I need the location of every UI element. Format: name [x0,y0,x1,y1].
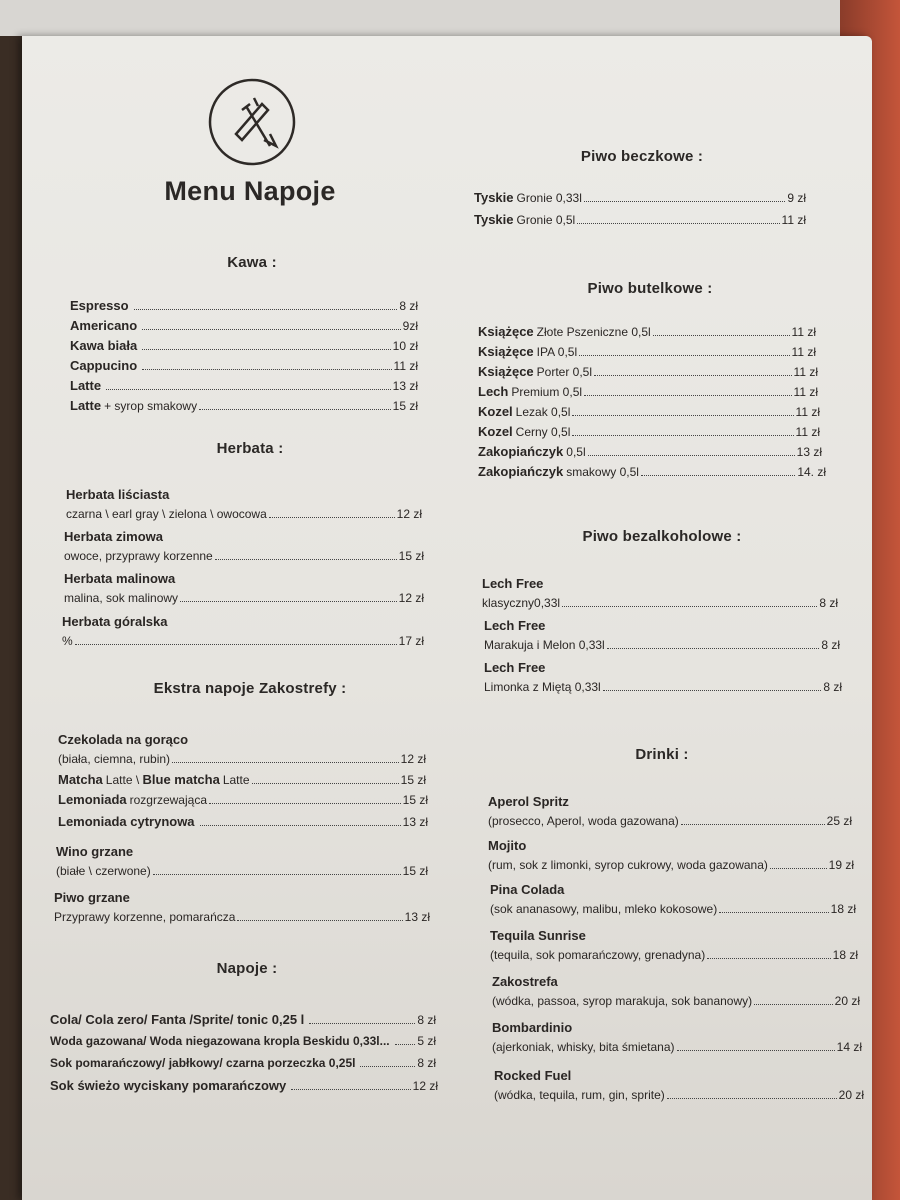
restaurant-logo-icon [206,76,298,168]
menu-item: owoce, przyprawy korzenne 15 zł [64,549,424,563]
menu-item: Cappucino 11 zł [70,358,418,373]
menu-item: Kozel Lezak 0,5l 11 zł [478,404,820,419]
menu-item: (sok ananasowy, malibu, mleko kokosowe) 18 zł [490,902,856,916]
item-title: Lech Free [482,576,544,591]
item-title: Czekolada na gorąco [58,732,189,747]
menu-item: (białe \ czerwone) 15 zł [56,864,428,878]
menu-item: (ajerkoniak, whisky, bita śmietana) 14 zł [492,1040,862,1054]
item-title: Pina Colada [490,882,565,897]
menu-title: Menu Napoje [164,176,336,206]
item-title: Piwo grzane [54,890,130,905]
section-drinki-heading: Drinki : [635,746,689,763]
menu-item: Limonka z Miętą 0,33l 8 zł [484,680,842,694]
menu-item: Tyskie Gronie 0,5l 11 zł [474,212,806,227]
menu-item: malina, sok malinowy 12 zł [64,591,424,605]
menu-item: % 17 zł [62,634,424,648]
menu-item: Książęce Złote Pszeniczne 0,5l 11 zł [478,324,816,339]
section-herbata-heading: Herbata : [216,440,284,457]
menu-item: Espresso 8 zł [70,298,418,313]
section-piwo-butelkowe-heading: Piwo butelkowe : [587,280,713,297]
menu-item: (wódka, tequila, rum, gin, sprite) 20 zł [494,1088,864,1102]
menu-item: (tequila, sok pomarańczowy, grenadyna) 18 zł [490,948,858,962]
menu-item: (rum, sok z limonki, syrop cukrowy, woda gazowana) 19 zł [488,858,854,872]
menu-page [22,36,872,1200]
menu-item: Zakopiańczyk 0,5l 13 zł [478,444,822,459]
menu-item: Matcha Latte \ Blue matcha Latte 15 zł [58,772,426,787]
section-kawa-heading: Kawa : [227,254,277,271]
menu-item: Lech Premium 0,5l 11 zł [478,384,818,399]
menu-item: Woda gazowana/ Woda niegazowana kropla Beskidu 0,33l... 5 zł [50,1034,436,1048]
menu-item: Kawa biała 10 zł [70,338,418,353]
background-top [0,0,900,36]
section-napoje-heading: Napoje : [216,960,278,977]
menu-item: (prosecco, Aperol, woda gazowana) 25 zł [488,814,852,828]
menu-item: Książęce Porter 0,5l 11 zł [478,364,818,379]
item-title: Wino grzane [56,844,134,859]
menu-item: Książęce IPA 0,5l 11 zł [478,344,816,359]
menu-item: Lemoniada cytrynowa 13 zł [58,814,428,829]
menu-item: czarna \ earl gray \ zielona \ owocowa 12 zł [66,507,422,521]
menu-item: (wódka, passoa, syrop marakuja, sok bananowy) 20 zł [492,994,860,1008]
menu-item: Latte 13 zł [70,378,418,393]
section-piwo-bezalkoholowe-heading: Piwo bezalkoholowe : [582,528,742,545]
section-piwo-beczkowe-heading: Piwo beczkowe : [580,148,704,165]
menu-item: Zakopiańczyk smakowy 0,5l 14. zł [478,464,826,479]
item-title: Mojito [488,838,527,853]
menu-item: Lemoniada rozgrzewająca 15 zł [58,792,428,807]
menu-item: Tyskie Gronie 0,33l 9 zł [474,190,806,205]
item-title: Bombardinio [492,1020,573,1035]
menu-item: Przyprawy korzenne, pomarańcza 13 zł [54,910,430,924]
menu-item: Latte + syrop smakowy 15 zł [70,398,418,413]
section-ekstra-heading: Ekstra napoje Zakostrefy : [153,680,347,697]
menu-item: Sok świeżo wyciskany pomarańczowy 12 zł [50,1078,438,1093]
menu-item: (biała, ciemna, rubin) 12 zł [58,752,426,766]
menu-item: Sok pomarańczowy/ jabłkowy/ czarna porzeczka 0,25l 8 zł [50,1056,436,1070]
menu-item: Kozel Cerny 0,5l 11 zł [478,424,820,439]
menu-item: Americano 9zł [70,318,418,333]
menu-item: Cola/ Cola zero/ Fanta /Sprite/ tonic 0,25 l 8 zł [50,1012,436,1027]
item-title: Herbata liściasta [66,487,170,502]
item-title: Tequila Sunrise [490,928,586,943]
item-title: Zakostrefa [492,974,558,989]
item-title: Herbata zimowa [64,529,163,544]
item-title: Herbata góralska [62,614,168,629]
item-title: Herbata malinowa [64,571,176,586]
menu-item: klasyczny0,33l 8 zł [482,596,838,610]
item-title: Aperol Spritz [488,794,569,809]
item-title: Lech Free [484,618,546,633]
item-title: Rocked Fuel [494,1068,572,1083]
item-title: Lech Free [484,660,546,675]
menu-item: Marakuja i Melon 0,33l 8 zł [484,638,840,652]
